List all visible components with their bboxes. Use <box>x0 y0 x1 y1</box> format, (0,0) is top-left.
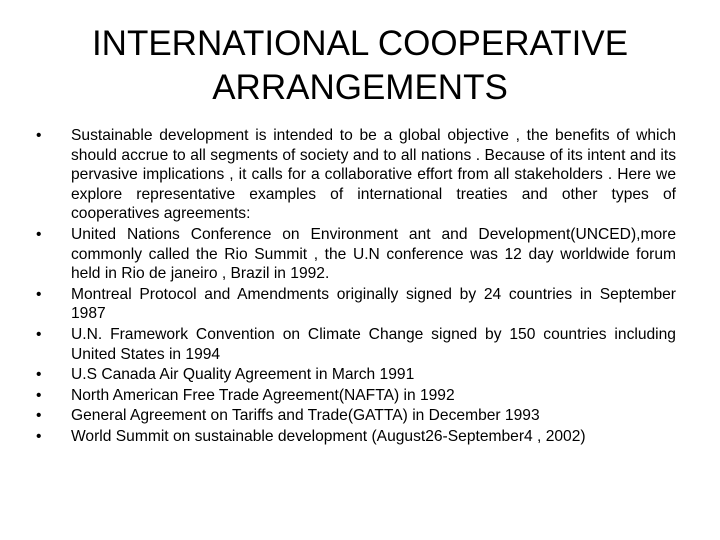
list-item <box>36 126 676 224</box>
list-item <box>36 386 676 406</box>
bullet-icon: • <box>36 407 42 425</box>
list-item <box>36 225 676 284</box>
bullet-text: Montreal Protocol and Amendments originally signed by 24 countries in September 1987 <box>71 285 676 323</box>
bullet-icon: • <box>36 386 42 404</box>
slide-title: INTERNATIONAL COOPERATIVE ARRANGEMENTS <box>91 24 629 107</box>
bullet-text: North American Free Trade Agreement(NAFTA) in 1992 <box>71 386 455 404</box>
bullet-icon: • <box>36 285 42 303</box>
bullet-icon: • <box>36 366 42 384</box>
bullet-text: World Summit on sustainable development (August26-September4 , 2002) <box>71 427 586 445</box>
list-item <box>36 427 676 447</box>
list-item <box>36 285 676 324</box>
bullet-icon: • <box>36 127 42 144</box>
bullet-icon: • <box>36 427 42 445</box>
bullet-icon: • <box>36 225 42 243</box>
list-item <box>36 325 676 364</box>
bullet-text: U.S Canada Air Quality Agreement in March 1991 <box>71 366 415 384</box>
bullet-icon: • <box>36 325 42 343</box>
bullet-text: Sustainable development is intended to be a global objective , the benefits of which should accrue to all segments of society and to all nations . Because of its intent and its pervasive implications , it calls for a collaborative effort from all stakeholders . Here we explore representative examples of international treaties and other types of cooperatives agreements: <box>71 127 676 223</box>
bullet-text: U.N. Framework Convention on Climate Change signed by 150 countries including United States in 1994 <box>71 325 676 363</box>
list-item <box>36 406 676 426</box>
bullet-text: General Agreement on Tariffs and Trade(GATTA) in December 1993 <box>71 407 540 425</box>
list-item <box>36 365 676 385</box>
bullet-list <box>36 126 676 448</box>
bullet-text: United Nations Conference on Environment ant and Development(UNCED),more commonly called the Rio Summit , the U.N conference was 12 day worldwide forum held in Rio de janeiro , Brazil in 1992. <box>71 225 676 283</box>
